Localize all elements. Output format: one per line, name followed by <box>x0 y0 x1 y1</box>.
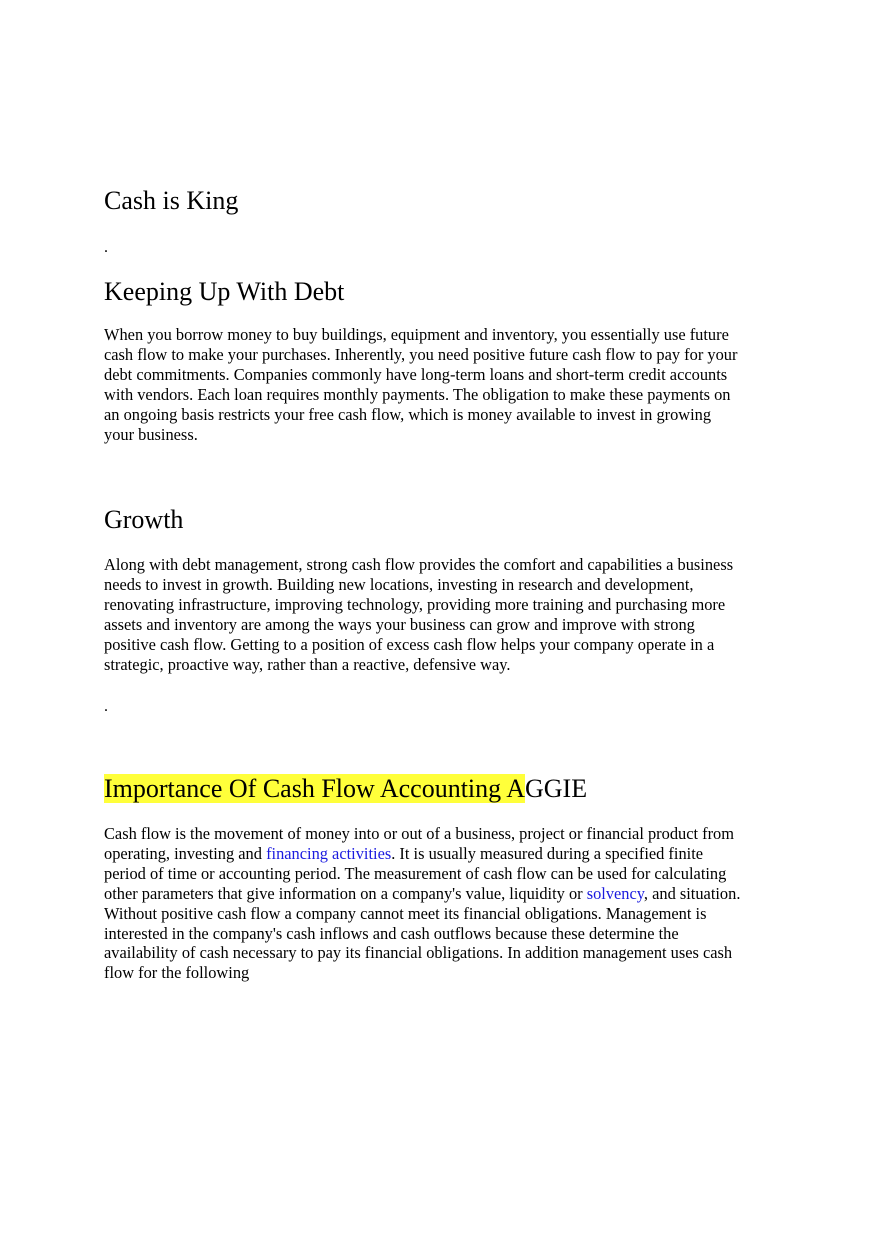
paragraph-line: needs to invest in growth. Building new locations, investing in research and development, <box>104 574 694 594</box>
text-run: other parameters that give information on a company's value, liquidity or <box>104 883 587 903</box>
paragraph-line: your business. <box>104 424 198 444</box>
paragraph-line: period of time or accounting period. The measurement of cash flow can be used for calculating <box>104 863 727 883</box>
paragraph-growth <box>104 555 784 674</box>
paragraph-line: an ongoing basis restricts your free cash flow, which is money available to invest in growing <box>104 404 712 424</box>
separator-dot: . <box>104 698 108 715</box>
paragraph-line <box>104 844 784 864</box>
text-run: . It is usually measured during a specified finite <box>391 843 704 863</box>
paragraph-line: When you borrow money to buy buildings, equipment and inventory, you essentially use future <box>104 325 729 344</box>
paragraph-line: Along with debt management, strong cash flow provides the comfort and capabilities a business <box>104 555 734 574</box>
paragraph-line: renovating infrastructure, improving technology, providing more training and purchasing more <box>104 594 726 614</box>
paragraph-line: interested in the company's cash inflows and cash outflows because these determine the <box>104 923 679 943</box>
section-heading-debt: Keeping Up With Debt <box>104 277 345 306</box>
financing-activities-link[interactable]: financing activities <box>266 843 392 863</box>
section-heading-growth: Growth <box>104 505 184 534</box>
paragraph-line: Without positive cash flow a company cannot meet its financial obligations. Management is <box>104 903 707 923</box>
page-title: Cash is King <box>104 186 239 215</box>
paragraph-line: availability of cash necessary to pay its financial obligations. In addition management uses cash <box>104 943 733 963</box>
heading-suffix: GGIE <box>525 774 588 803</box>
text-run: operating, investing and <box>104 843 267 863</box>
highlighted-heading-text: Importance Of Cash Flow Accounting A <box>104 774 525 803</box>
separator-dot: . <box>104 239 108 256</box>
paragraph-line: positive cash flow. Getting to a position of excess cash flow helps your company operate in a <box>104 634 715 654</box>
paragraph-line: with vendors. Each loan requires monthly payments. The obligation to make these payments on <box>104 384 731 404</box>
paragraph-line: flow for the following <box>104 963 250 983</box>
text-run: , and situation. <box>643 883 741 903</box>
paragraph-line: debt commitments. Companies commonly have long-term loans and short-term credit accounts <box>104 364 728 384</box>
solvency-link[interactable]: solvency <box>586 883 644 903</box>
paragraph-debt <box>104 325 784 444</box>
paragraph-line: strategic, proactive way, rather than a reactive, defensive way. <box>104 654 511 674</box>
paragraph-line <box>104 884 784 904</box>
paragraph-line: assets and inventory are among the ways your business can grow and improve with strong <box>104 614 695 634</box>
paragraph-line: cash flow to make your purchases. Inherently, you need positive future cash flow to pay for your <box>104 344 738 364</box>
section-heading-importance <box>104 773 587 805</box>
paragraph-line: Cash flow is the movement of money into or out of a business, project or financial product from <box>104 824 734 843</box>
paragraph-importance <box>104 824 784 983</box>
